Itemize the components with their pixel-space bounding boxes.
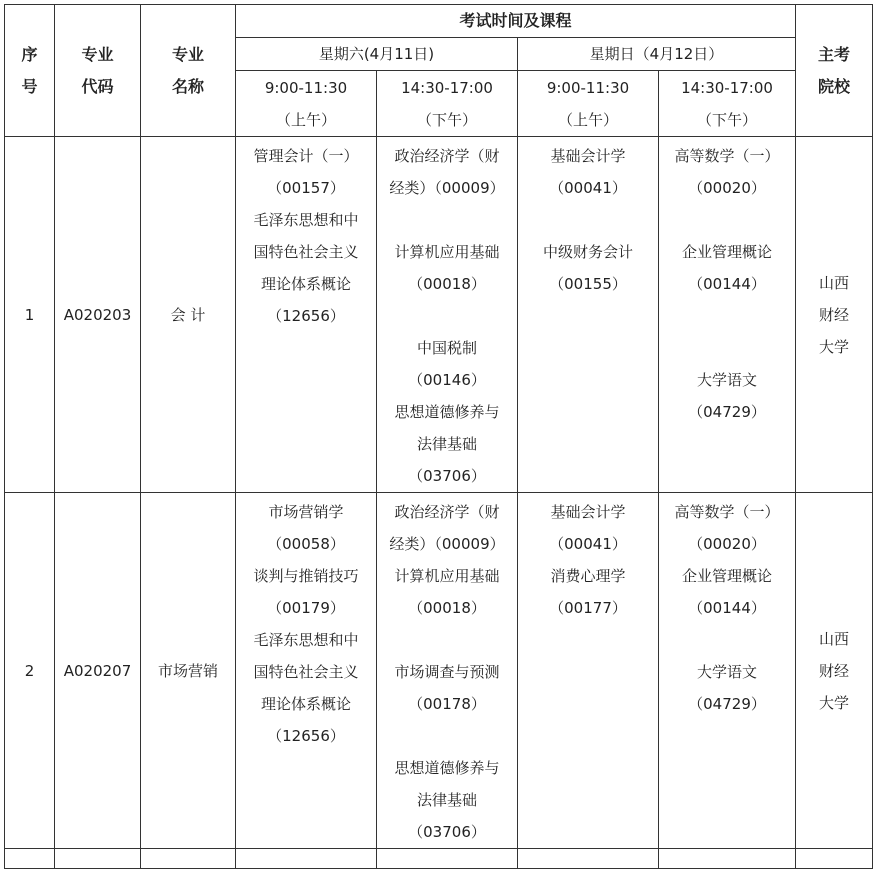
course-line: 理论体系概论: [260, 275, 351, 293]
exam-schedule-table: [4, 4, 873, 869]
row-major-name: 市场营销: [141, 493, 236, 849]
cell-sun-pm: [659, 137, 796, 493]
course-line: 山西: [818, 629, 849, 648]
course-line: [381, 720, 513, 752]
course-line: 基础会计学: [550, 147, 626, 165]
cell-sat-am: [236, 493, 377, 849]
row-school: [796, 137, 873, 493]
course-line: 国特色社会主义: [253, 243, 359, 261]
course-line: 思想道德修养与: [394, 759, 500, 777]
course-line: 法律基础: [416, 791, 477, 809]
course-line: 基础会计学: [550, 503, 626, 521]
cell-sun-am: [518, 137, 659, 493]
course-line: 市场调查与预测: [394, 663, 500, 681]
header-seq: 序 号: [5, 5, 55, 137]
course-line: 毛泽东思想和中: [253, 631, 359, 649]
cell-sat-pm: [377, 137, 518, 493]
course-line: 政治经济学（财: [394, 503, 500, 521]
course-line: 大学: [818, 337, 849, 356]
course-line: 法律基础: [416, 435, 477, 453]
course-line: （00144）: [688, 275, 766, 293]
course-line: [663, 300, 791, 332]
row-major-code: A020203: [55, 137, 141, 493]
course-line: 中级财务会计: [542, 243, 633, 261]
table-row: [5, 493, 873, 849]
course-line: （00020）: [688, 535, 766, 553]
course-line: （00018）: [408, 275, 486, 293]
cell-sat-pm: [377, 493, 518, 849]
slot-sat-pm: 14:30-17:00 （下午）: [377, 71, 518, 137]
course-line: （00155）: [549, 275, 627, 293]
header-exam-title: 考试时间及课程: [236, 5, 796, 38]
row-school: [796, 493, 873, 849]
row-major-name: 会 计: [141, 137, 236, 493]
course-line: （00058）: [267, 535, 345, 553]
header-saturday: 星期六(4月11日): [236, 38, 518, 71]
course-line: （00144）: [688, 599, 766, 617]
course-line: 高等数学（一）: [674, 503, 780, 521]
cell-sat-am: [236, 137, 377, 493]
table-row-partial: [5, 849, 873, 869]
row-major-code: A020207: [55, 493, 141, 849]
header-school: 主考 院校: [796, 5, 873, 137]
course-line: （00018）: [408, 599, 486, 617]
course-line: 财经: [818, 305, 849, 324]
course-line: 大学: [818, 693, 849, 712]
slot-sat-am: 9:00-11:30 （上午）: [236, 71, 377, 137]
course-line: 理论体系概论: [260, 695, 351, 713]
course-line: [663, 624, 791, 656]
header-major-name: 专业 名称: [141, 5, 236, 137]
course-line: （04729）: [688, 695, 766, 713]
course-line: （03706）: [408, 467, 486, 485]
header-row-1: [5, 5, 873, 38]
row-seq: 1: [5, 137, 55, 493]
slot-sun-am: 9:00-11:30 （上午）: [518, 71, 659, 137]
cell-sun-pm: [659, 493, 796, 849]
course-line: 思想道德修养与: [394, 403, 500, 421]
course-line: （00177）: [549, 599, 627, 617]
row-seq: 2: [5, 493, 55, 849]
course-line: 高等数学（一）: [674, 147, 780, 165]
course-line: 企业管理概论: [681, 243, 772, 261]
course-line: （00179）: [267, 599, 345, 617]
course-line: （00041）: [549, 535, 627, 553]
course-line: 经类）（00009）: [389, 535, 505, 553]
course-line: 大学语文: [696, 371, 757, 389]
slot-sun-pm: 14:30-17:00 （下午）: [659, 71, 796, 137]
course-line: 大学语文: [696, 663, 757, 681]
course-line: （00041）: [549, 179, 627, 197]
course-line: 财经: [818, 661, 849, 680]
course-line: [522, 204, 654, 236]
course-line: 企业管理概论: [681, 567, 772, 585]
course-line: 谈判与推销技巧: [253, 567, 359, 585]
course-line: [381, 624, 513, 656]
course-line: 经类）（00009）: [389, 179, 505, 197]
course-line: 毛泽东思想和中: [253, 211, 359, 229]
course-line: [381, 204, 513, 236]
course-line: [381, 300, 513, 332]
header-major-code: 专业 代码: [55, 5, 141, 137]
course-line: 计算机应用基础: [394, 567, 500, 585]
course-line: （00020）: [688, 179, 766, 197]
cell-sun-am: [518, 493, 659, 849]
course-line: （12656）: [267, 307, 345, 325]
course-line: （04729）: [688, 403, 766, 421]
course-line: 管理会计（一）: [253, 147, 359, 165]
header-sunday: 星期日（4月12日）: [518, 38, 796, 71]
course-line: （12656）: [267, 727, 345, 745]
course-line: 山西: [818, 273, 849, 292]
course-line: [663, 204, 791, 236]
course-line: （00157）: [267, 179, 345, 197]
table-row: [5, 137, 873, 493]
course-line: （00146）: [408, 371, 486, 389]
course-line: 市场营销学: [268, 503, 344, 521]
course-line: 计算机应用基础: [394, 243, 500, 261]
course-line: （03706）: [408, 823, 486, 841]
course-line: 消费心理学: [550, 567, 626, 585]
course-line: 中国税制: [416, 339, 477, 357]
course-line: 国特色社会主义: [253, 663, 359, 681]
course-line: 政治经济学（财: [394, 147, 500, 165]
course-line: （00178）: [408, 695, 486, 713]
course-line: [663, 332, 791, 364]
